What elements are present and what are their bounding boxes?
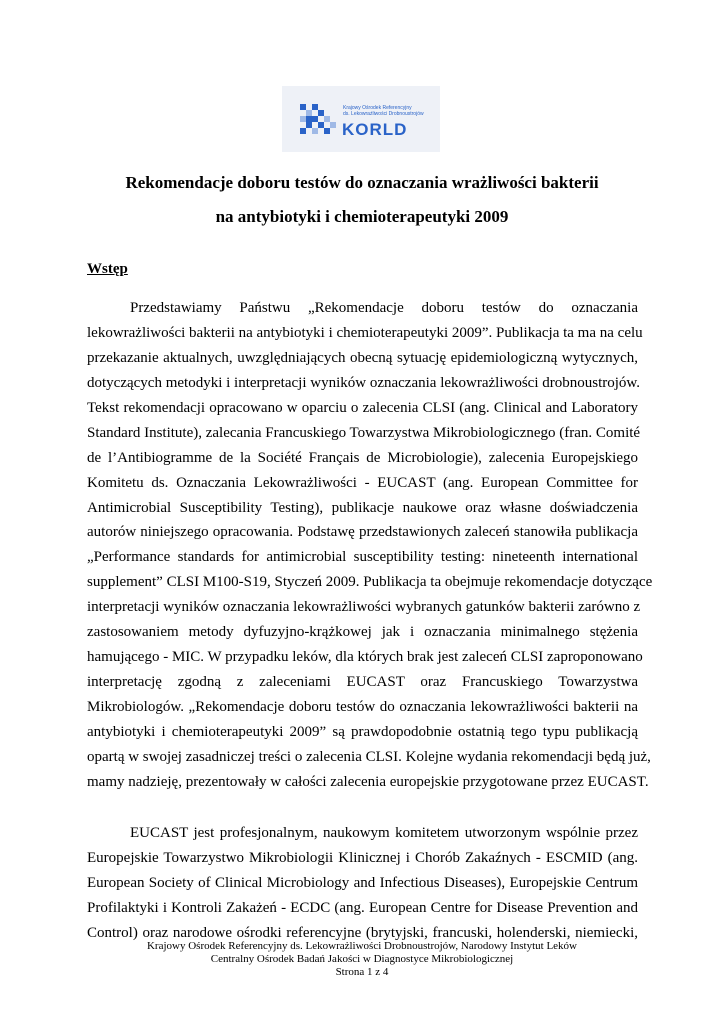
text-line: mamy nadzieję, prezentowały w całości zalecenia europejskie przygotowane przez EUCAST. (87, 773, 649, 790)
text-line: Antimicrobial Susceptibility Testing), publikacje naukowe oraz własne doświadczenia (87, 499, 638, 516)
text-line: supplement” CLSI M100-S19, Styczeń 2009. Publikacja ta obejmuje rekomendacje dotyczące (87, 574, 653, 591)
text-line: hamującego - MIC. W przypadku leków, dla których brak jest zaleceń CLSI zaproponowano (87, 649, 643, 666)
text-line: EUCAST jest profesjonalnym, naukowym komitetem utworzonym wspólnie przez (130, 825, 638, 841)
text-line: zastosowaniem metody dyfuzyjno-krążkowej jak i oznaczania minimalnego stężenia (87, 624, 638, 641)
text-line: Komitetu ds. Oznaczania Lekowrażliwości - EUCAST (ang. European Committee for (87, 474, 638, 491)
text-line: Przedstawiamy Państwu „Rekomendacje doboru testów do oznaczania (130, 300, 638, 316)
text-line: antybiotyki i chemioterapeutyki 2009” są prawdopodobnie ostatnią tego typu publikacją (87, 723, 638, 740)
text-line: Control) oraz narodowe ośrodki referencyjne (brytyjski, francuski, holenderski, niemiecki, (87, 924, 638, 941)
text-line: interpretacji wyników oznaczania lekowrażliwości wybranych gatunków bakterii zarówno z (87, 599, 641, 616)
logo-brand-text: KORLD (342, 120, 408, 139)
document-title-line1: Rekomendacje doboru testów do oznaczania wrażliwości bakterii (125, 173, 599, 192)
paragraph-eucast (87, 821, 638, 946)
page-footer (60, 940, 664, 979)
paragraph-intro (87, 296, 653, 795)
text-line: interpretację zgodną z zaleceniami EUCAST oraz Francuskiego Towarzystwa (87, 674, 638, 691)
document-title-line2: na antybiotyki i chemioterapeutyki 2009 (215, 207, 509, 226)
text-line: Europejskie Towarzystwo Mikrobiologii Klinicznej i Chorób Zakaźnych - ESCMID (ang. (87, 849, 638, 866)
korld-logo (282, 86, 440, 152)
text-line: przekazanie aktualnych, uwzględniających obecną sytuację epidemiologiczną wytycznych, (87, 349, 638, 366)
page-number: Strona 1 z 4 (335, 966, 389, 978)
text-line: European Society of Clinical Microbiology and Infectious Diseases), Europejskie Centrum (87, 874, 638, 891)
text-line: Mikrobiologów. „Rekomendacje doboru testów do oznaczania lekowrażliwości bakterii na (87, 699, 638, 715)
text-line: Profilaktyki i Kontroli Zakażeń - ECDC (ang. European Centre for Disease Prevention and (87, 899, 638, 916)
text-line: autorów niniejszego opracowania. Podstawę przedstawionych zaleceń stanowiła publikacja (87, 524, 638, 541)
korld-pixel-logo-icon (300, 104, 336, 134)
section-heading: Wstęp (87, 261, 128, 277)
footer-line2: Centralny Ośrodek Badań Jakości w Diagnostyce Mikrobiologicznej (210, 953, 514, 965)
text-line: Tekst rekomendacji opracowano w oparciu o zalecenia CLSI (ang. Clinical and Laboratory (87, 399, 638, 416)
footer-line1: Krajowy Ośrodek Referencyjny ds. Lekowrażliwości Drobnoustrojów, Narodowy Instytut Leków (146, 940, 578, 952)
text-line: opartą w swojej zasadniczej treści o zalecenia CLSI. Kolejne wydania rekomendacji będą już, (87, 748, 651, 765)
text-line: „Performance standards for antimicrobial susceptibility testing: nineteenth international (87, 549, 638, 566)
logo-caption-line2: ds. Lekowrażliwości Drobnoustrojów (343, 111, 424, 117)
text-line: Standard Institute), zalecania Francuskiego Towarzystwa Mikrobiologicznego (fran. Comité (87, 424, 641, 441)
logo-caption-line1: Krajowy Ośrodek Referencyjny (343, 105, 412, 111)
text-line: de l’Antibiogramme de la Société Français de Microbiologie), zalecenia Europejskiego (87, 449, 638, 466)
text-line: dotyczących metodyki i interpretacji wyników oznaczania lekowrażliwości drobnoustrojów. (87, 374, 641, 391)
text-line: lekowrażliwości bakterii na antybiotyki i chemioterapeutyki 2009”. Publikacja ta ma na celu (87, 324, 643, 341)
